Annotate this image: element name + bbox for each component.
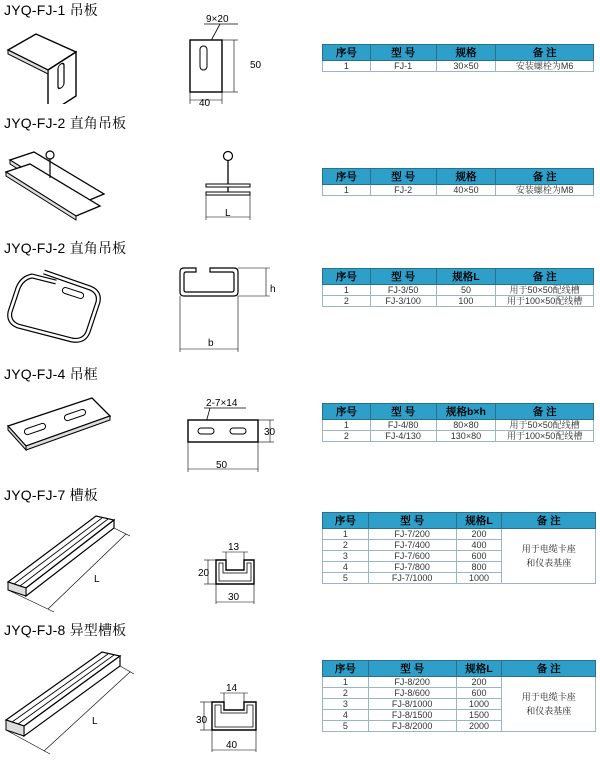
dim-label: 20 <box>198 568 210 579</box>
table-row <box>323 677 596 688</box>
dim-label: 13 <box>228 542 240 553</box>
col-header: 型 号 <box>370 404 436 420</box>
col-header: 规格L <box>436 269 496 285</box>
col-header: 序号 <box>323 404 371 420</box>
dim-label: 50 <box>216 460 228 471</box>
cell: 1 <box>323 677 369 688</box>
frame-isometric-illustration <box>2 392 114 454</box>
cell: 100 <box>436 296 496 307</box>
spec-table <box>322 268 594 307</box>
cell: 3 <box>323 551 369 562</box>
cell: 2000 <box>456 721 502 732</box>
dim-label: 30 <box>228 592 240 603</box>
dim-label: 30 <box>264 427 276 438</box>
col-header: 备 注 <box>496 269 594 285</box>
cell: 2 <box>323 688 369 699</box>
cell: 用于50×50配线槽 <box>496 420 594 431</box>
note-line: 用于电缆卡座 <box>521 692 576 702</box>
cell: 1 <box>323 285 371 296</box>
cell: FJ-8/600 <box>368 688 456 699</box>
col-header: 备 注 <box>496 404 594 420</box>
dim-label: L <box>94 574 100 585</box>
col-header: 型 号 <box>368 513 456 529</box>
special-channel-dimension-drawing <box>196 680 282 756</box>
dim-label: 50 <box>250 60 262 71</box>
dim-label: 9×20 <box>206 14 229 25</box>
cell: 600 <box>456 551 502 562</box>
spec-table <box>322 44 594 72</box>
dim-label: L <box>92 716 98 727</box>
cell: 4 <box>323 562 369 573</box>
col-header: 型 号 <box>370 169 436 185</box>
cell: 200 <box>456 529 502 540</box>
col-header: 序号 <box>323 45 371 61</box>
cell: FJ-7/400 <box>368 540 456 551</box>
col-header: 备 注 <box>502 513 596 529</box>
col-header: 型 号 <box>370 269 436 285</box>
channel-dimension-drawing <box>198 536 278 608</box>
special-channel-isometric-illustration <box>2 644 136 758</box>
cell: FJ-8/1000 <box>368 699 456 710</box>
cell: 200 <box>456 677 502 688</box>
dim-label: L <box>225 208 231 219</box>
cell: 1 <box>323 61 371 72</box>
cell: FJ-7/200 <box>368 529 456 540</box>
col-header: 规格b×h <box>436 404 496 420</box>
col-header: 序号 <box>323 269 371 285</box>
loop-hanger-dimension-drawing <box>176 262 286 362</box>
col-header: 规格 <box>436 45 496 61</box>
note-line: 用于电缆卡座 <box>521 544 576 554</box>
section-title: JYQ-FJ-2 直角吊板 <box>4 115 127 131</box>
cell: 4 <box>323 710 369 721</box>
cell: 3 <box>323 699 369 710</box>
cell: FJ-8/200 <box>368 677 456 688</box>
cell: FJ-3/100 <box>370 296 436 307</box>
spec-table <box>322 403 594 442</box>
note-cell <box>502 677 596 732</box>
bracket-dimension-drawing <box>180 8 290 108</box>
cell: 800 <box>456 562 502 573</box>
cell: FJ-4/130 <box>370 431 436 442</box>
table-row <box>323 296 594 307</box>
col-header: 序号 <box>323 661 369 677</box>
note-line: 和仪表基座 <box>526 558 572 568</box>
cell: 用于100×50配线槽 <box>496 296 594 307</box>
cell: FJ-7/600 <box>368 551 456 562</box>
angle-plate-dimension-drawing <box>196 150 266 230</box>
section-title: JYQ-FJ-1 吊板 <box>4 2 98 18</box>
col-header: 备 注 <box>496 169 594 185</box>
dim-label: h <box>270 284 276 295</box>
table-row <box>323 431 594 442</box>
cell: 5 <box>323 573 369 584</box>
cell: 1 <box>323 185 371 196</box>
cell: FJ-7/800 <box>368 562 456 573</box>
col-header: 规格L <box>456 513 502 529</box>
frame-dimension-drawing <box>180 396 280 480</box>
section-title: JYQ-FJ-2 直角吊板 <box>4 240 127 256</box>
col-header: 型 号 <box>370 45 436 61</box>
cell: 1 <box>323 529 369 540</box>
cell: 2 <box>323 296 371 307</box>
cell: FJ-4/80 <box>370 420 436 431</box>
cell: FJ-2 <box>370 185 436 196</box>
dim-label: 30 <box>196 715 208 726</box>
cell: 5 <box>323 721 369 732</box>
table-row <box>323 285 594 296</box>
loop-hanger-isometric-illustration <box>4 262 104 352</box>
cell: 1 <box>323 420 371 431</box>
cell: 1000 <box>456 699 502 710</box>
col-header: 备 注 <box>496 45 594 61</box>
dim-label: 14 <box>226 683 238 694</box>
cell: FJ-3/50 <box>370 285 436 296</box>
col-header: 型 号 <box>368 661 456 677</box>
angle-plate-isometric-illustration <box>4 148 108 222</box>
cell: 2 <box>323 540 369 551</box>
table-row <box>323 185 594 196</box>
cell: 50 <box>436 285 496 296</box>
col-header: 规格L <box>456 661 502 677</box>
note-line: 和仪表基座 <box>526 706 572 716</box>
section-title: JYQ-FJ-8 异型槽板 <box>4 622 127 638</box>
col-header: 备 注 <box>502 661 596 677</box>
table-row <box>323 61 594 72</box>
cell: 30×50 <box>436 61 496 72</box>
cell: FJ-8/1500 <box>368 710 456 721</box>
col-header: 规格 <box>436 169 496 185</box>
bracket-isometric-illustration <box>2 22 84 104</box>
spec-table <box>322 512 596 584</box>
channel-isometric-illustration <box>4 506 134 614</box>
cell: 安装螺栓为M8 <box>496 185 594 196</box>
cell: FJ-8/2000 <box>368 721 456 732</box>
cell: 用于50×50配线槽 <box>496 285 594 296</box>
cell: FJ-1 <box>370 61 436 72</box>
cell: 40×50 <box>436 185 496 196</box>
cell: 2 <box>323 431 371 442</box>
section-title: JYQ-FJ-7 槽板 <box>4 487 98 503</box>
section-title: JYQ-FJ-4 吊框 <box>4 366 98 382</box>
cell: 80×80 <box>436 420 496 431</box>
dim-label: 40 <box>199 98 211 108</box>
col-header: 序号 <box>323 169 371 185</box>
dim-label: 40 <box>226 740 238 751</box>
cell: 1500 <box>456 710 502 721</box>
cell: 400 <box>456 540 502 551</box>
spec-table <box>322 660 596 732</box>
dim-label: 2-7×14 <box>206 398 238 409</box>
table-row <box>323 420 594 431</box>
cell: 600 <box>456 688 502 699</box>
note-cell <box>502 529 596 584</box>
col-header: 序号 <box>323 513 369 529</box>
spec-table <box>322 168 594 196</box>
dim-label: b <box>208 338 214 349</box>
cell: FJ-7/1000 <box>368 573 456 584</box>
cell: 130×80 <box>436 431 496 442</box>
cell: 1000 <box>456 573 502 584</box>
table-row <box>323 529 596 540</box>
cell: 用于100×50配线槽 <box>496 431 594 442</box>
cell: 安装螺栓为M6 <box>496 61 594 72</box>
